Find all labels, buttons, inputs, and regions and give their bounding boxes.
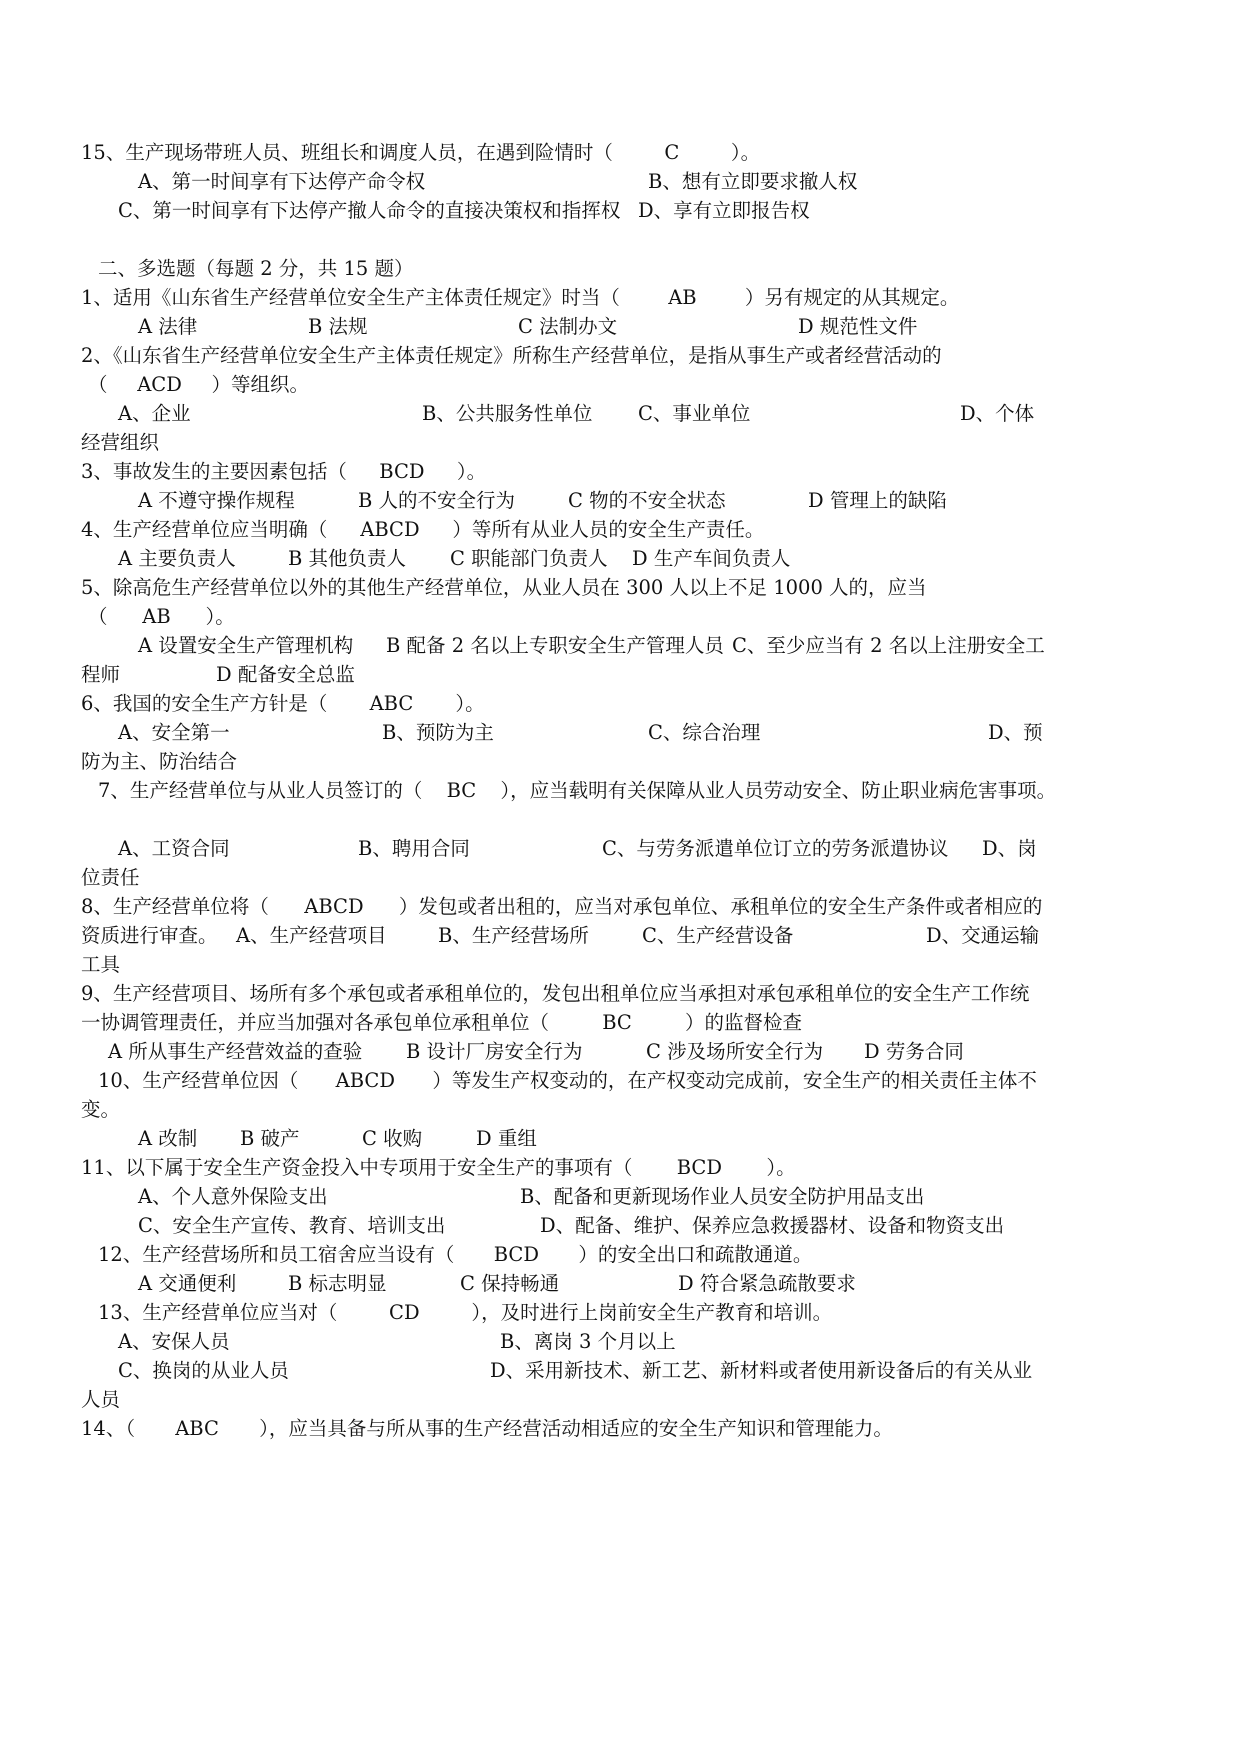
question-12-stem xyxy=(98,1240,812,1270)
stem-text: ）等组织。 xyxy=(211,373,310,396)
option-b: B 配备 2 名以上专职安全生产管理人员 xyxy=(386,634,724,657)
question-9-stem: 9、生产经营项目、场所有多个承包或者承租单位的，发包出租单位应当承担对承包承租单位的安全生产工作统 xyxy=(81,982,1030,1005)
answer-blank: BC xyxy=(446,779,477,802)
option-b: B、预防为主 xyxy=(382,721,494,744)
question-2-stem-cont xyxy=(88,370,309,400)
option-b: B 其他负责人 xyxy=(288,547,407,570)
option-c: C 涉及场所安全行为 xyxy=(646,1040,824,1063)
option-c: C 保持畅通 xyxy=(460,1272,560,1295)
option-a: A 改制 xyxy=(138,1127,198,1150)
stem-text: ）。 xyxy=(766,1156,796,1179)
answer-blank: ABC xyxy=(175,1417,219,1440)
answer-blank: AB xyxy=(142,605,171,628)
option-c: C 法制办文 xyxy=(518,315,618,338)
stem-text: ），及时进行上岗前安全生产教育和培训。 xyxy=(471,1301,833,1324)
stem-text: 3、事故发生的主要因素包括（ xyxy=(81,460,347,483)
option-a: A 不遵守操作规程 xyxy=(138,489,295,512)
option-a: A 设置安全生产管理机构 xyxy=(138,634,354,657)
stem-text: 11、以下属于安全生产资金投入中专项用于安全生产的事项有（ xyxy=(81,1156,633,1179)
option-b: B、公共服务性单位 xyxy=(422,402,593,425)
stem-text: 15、生产现场带班人员、班组长和调度人员，在遇到险情时（ xyxy=(81,141,613,164)
question-11-stem xyxy=(81,1153,796,1183)
question-8-stem-cont: 资质进行审查。 xyxy=(81,924,218,947)
option-d-cont: 人员 xyxy=(81,1388,121,1411)
stem-text: ）。 xyxy=(730,141,761,164)
option-b: B、聘用合同 xyxy=(358,837,470,860)
question-15-stem xyxy=(81,138,760,168)
question-13-stem xyxy=(98,1298,832,1328)
option-d: D 生产车间负责人 xyxy=(632,547,791,570)
option-c: C、至少应当有 2 名以上注册安全工 xyxy=(732,634,1045,657)
answer-blank: BCD xyxy=(493,1243,539,1266)
option-d: D、个体 xyxy=(960,402,1035,425)
question-9-stem-cont xyxy=(81,1008,802,1038)
option-b: B 破产 xyxy=(240,1127,300,1150)
stem-text: ）等发生产权变动的，在产权变动完成前，安全生产的相关责任主体不 xyxy=(432,1069,1037,1092)
option-b: B 设计厂房安全行为 xyxy=(406,1040,583,1063)
stem-text: 14、（ xyxy=(81,1417,136,1440)
question-6-stem xyxy=(81,689,485,719)
option-d: D 配备安全总监 xyxy=(216,663,355,686)
stem-text: 4、生产经营单位应当明确（ xyxy=(81,518,328,541)
option-d: D 管理上的缺陷 xyxy=(808,489,947,512)
option-a: A、第一时间享有下达停产命令权 xyxy=(138,170,426,193)
option-c-cont: 程师 xyxy=(81,663,121,686)
option-d: D 劳务合同 xyxy=(864,1040,964,1063)
option-a: A 主要负责人 xyxy=(118,547,236,570)
stem-text: ）。 xyxy=(456,460,487,483)
option-a: A 所从事生产经营效益的查验 xyxy=(108,1040,363,1063)
option-b: B、生产经营场所 xyxy=(438,924,589,947)
question-10-stem-cont: 变。 xyxy=(81,1098,121,1121)
option-b: B 标志明显 xyxy=(288,1272,387,1295)
answer-blank: ACD xyxy=(137,373,182,396)
option-d: D、岗 xyxy=(982,837,1037,860)
question-4-stem xyxy=(81,515,764,545)
option-c: C、生产经营设备 xyxy=(642,924,794,947)
stem-text: （ xyxy=(88,373,108,396)
option-d: D 符合紧急疏散要求 xyxy=(678,1272,856,1295)
stem-text: ）发包或者出租的，应当对承包单位、承租单位的安全生产条件或者相应的 xyxy=(398,895,1043,918)
stem-text: 7、生产经营单位与从业人员签订的（ xyxy=(98,779,423,802)
answer-blank: CD xyxy=(389,1301,420,1324)
option-a: A、工资合同 xyxy=(118,837,230,860)
answer-blank: BCD xyxy=(676,1156,722,1179)
stem-text: ）。 xyxy=(205,605,235,628)
option-b: B 法规 xyxy=(308,315,368,338)
stem-text: 6、我国的安全生产方针是（ xyxy=(81,692,328,715)
question-1-stem xyxy=(81,283,959,313)
option-b: B、离岗 3 个月以上 xyxy=(500,1330,676,1353)
answer-blank: BCD xyxy=(379,460,425,483)
answer-blank: ABCD xyxy=(360,518,420,541)
question-14-stem xyxy=(81,1414,893,1444)
option-a: A、生产经营项目 xyxy=(236,924,387,947)
stem-text: 1、适用《山东省生产经营单位安全生产主体责任规定》时当（ xyxy=(81,286,620,309)
question-10-stem xyxy=(98,1066,1037,1096)
option-c: C、事业单位 xyxy=(638,402,751,425)
stem-text: ），应当具备与所从事的生产经营活动相适应的安全生产知识和管理能力。 xyxy=(259,1417,893,1440)
option-a: A 法律 xyxy=(138,315,198,338)
question-8-stem xyxy=(81,892,1042,922)
stem-text: 12、生产经营场所和员工宿舍应当设有（ xyxy=(98,1243,455,1266)
stem-text: 10、生产经营单位因（ xyxy=(98,1069,299,1092)
stem-text: （ xyxy=(88,605,108,628)
answer-blank: AB xyxy=(668,286,697,309)
option-c: C 物的不安全状态 xyxy=(568,489,726,512)
answer-blank: BC xyxy=(602,1011,632,1034)
option-b: B 人的不安全行为 xyxy=(358,489,516,512)
option-d: D、配备、维护、保养应急救援器材、设备和物资支出 xyxy=(540,1214,1005,1237)
option-c: C、综合治理 xyxy=(648,721,761,744)
stem-text: ）另有规定的从其规定。 xyxy=(744,286,960,309)
option-b: B、想有立即要求撤人权 xyxy=(648,170,858,193)
option-d-cont: 工具 xyxy=(81,953,121,976)
option-a: A、个人意外保险支出 xyxy=(138,1185,328,1208)
stem-text: 一协调管理责任，并应当加强对各承包单位承租单位（ xyxy=(81,1011,550,1034)
option-d-cont: 位责任 xyxy=(81,866,140,889)
option-d-cont: 防为主、防治结合 xyxy=(81,750,238,773)
option-a: A、安保人员 xyxy=(118,1330,230,1353)
stem-text: 13、生产经营单位应当对（ xyxy=(98,1301,338,1324)
option-d: D 规范性文件 xyxy=(798,315,918,338)
option-d: D、预 xyxy=(988,721,1043,744)
answer-blank: C xyxy=(664,141,680,164)
stem-text: ）的监督检查 xyxy=(685,1011,803,1034)
stem-text: 8、生产经营单位将（ xyxy=(81,895,269,918)
option-d: D、采用新技术、新工艺、新材料或者使用新设备后的有关从业 xyxy=(490,1359,1033,1382)
option-a: A、企业 xyxy=(118,402,191,425)
question-7-stem xyxy=(98,776,1056,806)
option-c: C 职能部门负责人 xyxy=(450,547,608,570)
option-d: D、享有立即报告权 xyxy=(638,199,810,222)
option-c: C、安全生产宣传、教育、培训支出 xyxy=(138,1214,446,1237)
option-c: C、换岗的从业人员 xyxy=(118,1359,289,1382)
answer-blank: ABCD xyxy=(335,1069,395,1092)
option-d-cont: 经营组织 xyxy=(81,431,160,454)
option-a: A、安全第一 xyxy=(118,721,230,744)
question-5-stem-cont xyxy=(88,602,235,632)
stem-text: ）等所有从业人员的安全生产责任。 xyxy=(452,518,765,541)
option-d: D 重组 xyxy=(476,1127,537,1150)
option-b: B、配备和更新现场作业人员安全防护用品支出 xyxy=(520,1185,925,1208)
option-c: C、第一时间享有下达停产撤人命令的直接决策权和指挥权 xyxy=(118,199,621,222)
question-2-stem: 2、《山东省生产经营单位安全生产主体责任规定》所称生产经营单位，是指从事生产或者经营活动的 xyxy=(81,344,942,367)
stem-text: ）。 xyxy=(455,692,485,715)
answer-blank: ABC xyxy=(369,692,414,715)
question-5-stem: 5、除高危生产经营单位以外的其他生产经营单位，从业人员在 300 人以上不足 1000 人的，应当 xyxy=(81,576,927,599)
stem-text: ）的安全出口和疏散通道。 xyxy=(578,1243,813,1266)
section-title: 二、多选题（每题 2 分，共 15 题） xyxy=(98,257,414,280)
option-a: A 交通便利 xyxy=(138,1272,237,1295)
option-c: C、与劳务派遣单位订立的劳务派遣协议 xyxy=(602,837,949,860)
option-d: D、交通运输 xyxy=(926,924,1040,947)
option-c: C 收购 xyxy=(362,1127,423,1150)
answer-blank: ABCD xyxy=(304,895,364,918)
question-3-stem xyxy=(81,457,486,487)
stem-text: ），应当载明有关保障从业人员劳动安全、防止职业病危害事项。 xyxy=(500,779,1057,802)
